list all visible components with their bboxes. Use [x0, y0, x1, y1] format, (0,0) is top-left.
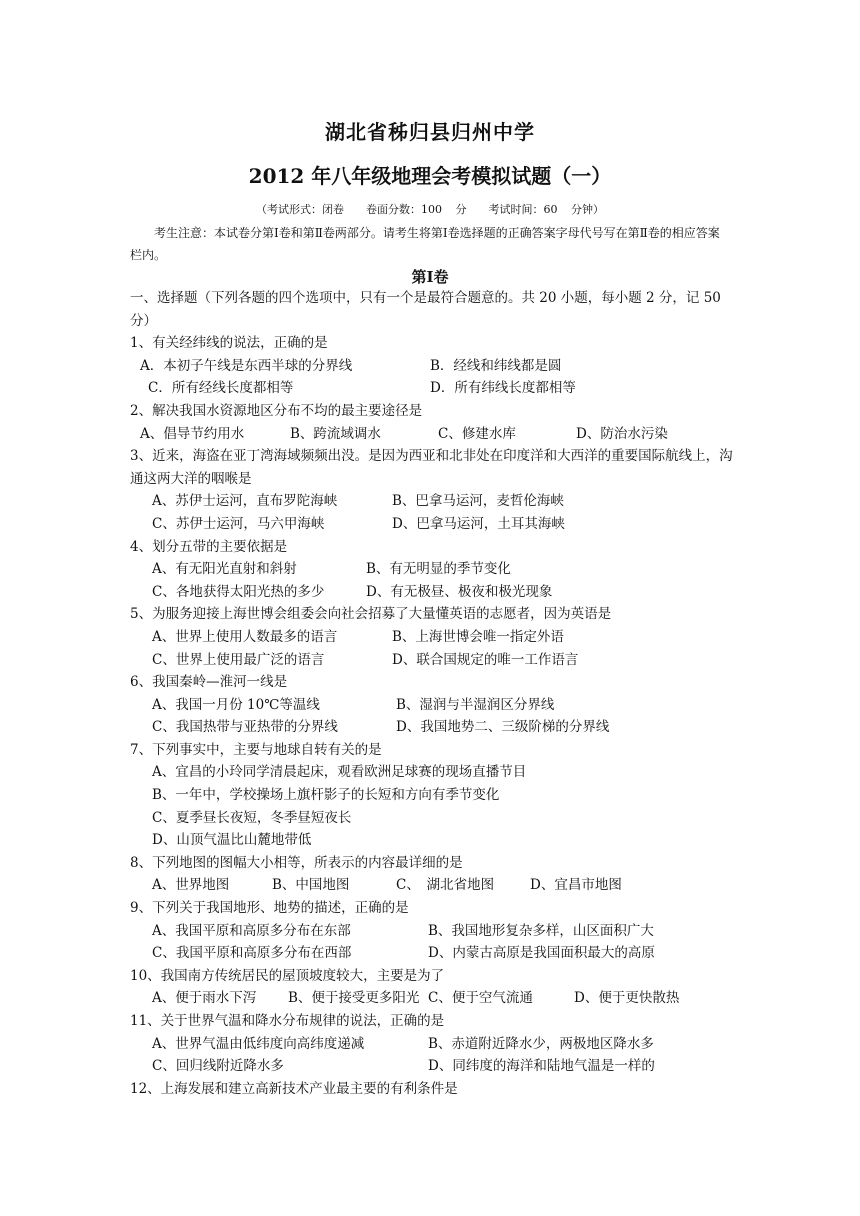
exam-info: （考试形式：闭卷 卷面分数：100 分 考试时间：60 分钟）: [256, 203, 604, 216]
question-stem: 6、我国秦岭—淮河一线是: [130, 674, 288, 691]
question-stem: 9、下列关于我国地形、地势的描述，正确的是: [130, 900, 409, 917]
option: B、我国地形复杂多样，山区面积广大: [428, 922, 654, 939]
option: A、倡导节约用水: [140, 425, 245, 442]
option-group: [130, 920, 740, 965]
question-stem: 5、为服务迎接上海世博会组委会向社会招募了大量懂英语的志愿者，因为英语是: [130, 606, 612, 623]
question-stem: 2、解决我国水资源地区分布不均的最主要途径是: [130, 402, 423, 419]
option: D．所有纬线长度都相等: [430, 380, 576, 397]
option: D、我国地势二、三级阶梯的分界线: [396, 719, 610, 736]
question-stem: 12、上海发展和建立高新技术产业最主要的有利条件是: [130, 1080, 458, 1097]
question-stem: 8、下列地图的图幅大小相等，所表示的内容最详细的是: [130, 854, 463, 871]
option: D、山顶气温比山麓地带低: [152, 832, 312, 849]
question-stem: 11、关于世界气温和降水分布规律的说法，正确的是: [130, 1013, 445, 1029]
option: D、有无极昼、极夜和极光现象: [366, 583, 553, 600]
option: C、夏季昼长夜短，冬季昼短夜长: [152, 809, 352, 826]
question-list: [130, 287, 740, 1100]
option-group: [130, 987, 740, 1010]
option: B、跨流域调水: [290, 425, 381, 442]
option: B、赤道附近降水少，两极地区降水多: [428, 1035, 654, 1052]
option-group: [130, 761, 740, 851]
option: C、我国热带与亚热带的分界线: [152, 719, 338, 736]
option: A、有无阳光直射和斜射: [152, 561, 297, 578]
option: C、修建水库: [438, 425, 516, 442]
option: D、联合国规定的唯一工作语言: [392, 651, 579, 668]
option: B、湿润与半湿润区分界线: [396, 696, 555, 713]
option-group: [130, 558, 740, 603]
option: C、苏伊士运河，马六甲海峡: [152, 515, 325, 532]
option: C、世界上使用最广泛的语言: [152, 651, 325, 668]
option-group: [130, 490, 740, 535]
option: A、世界地图: [152, 877, 230, 894]
option: D、宜昌市地图: [530, 877, 622, 894]
option: B、上海世博会唯一指定外语: [392, 628, 564, 645]
option: C．所有经线长度都相等: [148, 380, 294, 397]
option-group: [130, 626, 740, 671]
school-title: 湖北省秭归县归州中学: [325, 120, 535, 144]
option: C、 湖北省地图: [396, 877, 495, 894]
option: B、一年中，学校操场上旗杆影子的长短和方向有季节变化: [152, 787, 500, 804]
option: D、内蒙古高原是我国面积最大的高原: [428, 945, 655, 962]
option: C、各地获得太阳光热的多少: [152, 583, 325, 600]
candidate-notice: 考生注意：本试卷分第Ⅰ卷和第Ⅱ卷两部分。请考生将第Ⅰ卷选择题的正确答案字母代号写在第Ⅱ卷的相应答案栏内。: [130, 226, 720, 262]
question-stem: 7、下列事实中，主要与地球自转有关的是: [130, 741, 382, 758]
option: B、中国地图: [272, 877, 350, 894]
option: B、巴拿马运河，麦哲伦海峡: [392, 493, 564, 510]
option-group: [130, 355, 740, 400]
option-group: [130, 423, 740, 446]
option: A、我国一月份 10℃等温线: [152, 696, 320, 713]
option: A、苏伊士运河，直布罗陀海峡: [152, 493, 338, 510]
option: D、同纬度的海洋和陆地气温是一样的: [428, 1058, 655, 1075]
option: C、回归线附近降水多: [152, 1058, 284, 1075]
option: B、便于接受更多阳光: [288, 990, 420, 1007]
option: A、宜昌的小玲同学清晨起床，观看欧洲足球赛的现场直播节目: [152, 764, 527, 781]
volume-title: 第Ⅰ卷: [411, 268, 449, 286]
option: A、我国平原和高原多分布在东部: [152, 922, 351, 939]
option-group: [130, 874, 740, 897]
option-group: [130, 694, 740, 739]
exam-title: 2012 年八年级地理会考模拟试题（一）: [248, 164, 612, 188]
option: B、有无明显的季节变化: [366, 561, 511, 578]
option: A、便于雨水下泻: [152, 990, 257, 1007]
option: A．本初子午线是东西半球的分界线: [140, 357, 353, 374]
question-stem: 3、近来，海盗在亚丁湾海域频频出没。是因为西亚和北非处在印度洋和大西洋的重要国际航线上，沟通这两大洋的咽喉是: [130, 448, 733, 487]
option: A、世界气温由低纬度向高纬度递减: [152, 1035, 365, 1052]
option: B．经线和纬线都是圆: [430, 357, 562, 374]
option: C、我国平原和高原多分布在西部: [152, 945, 352, 962]
section-heading: 一、选择题（下列各题的四个选项中，只有一个是最符合题意的。共 20 小题，每小题 2 分，记 50 分）: [130, 290, 721, 329]
option-group: [130, 1033, 740, 1078]
option: D、巴拿马运河，土耳其海峡: [392, 515, 565, 532]
question-stem: 4、划分五带的主要依据是: [130, 538, 288, 555]
question-stem: 10、我国南方传统居民的屋顶坡度较大，主要是为了: [130, 967, 445, 984]
question-stem: 1、有关经纬线的说法，正确的是: [130, 335, 328, 352]
option: C、便于空气流通: [428, 990, 533, 1007]
option: D、防治水污染: [576, 425, 668, 442]
option: A、世界上使用人数最多的语言: [152, 628, 338, 645]
option: D、便于更快散热: [574, 990, 680, 1007]
